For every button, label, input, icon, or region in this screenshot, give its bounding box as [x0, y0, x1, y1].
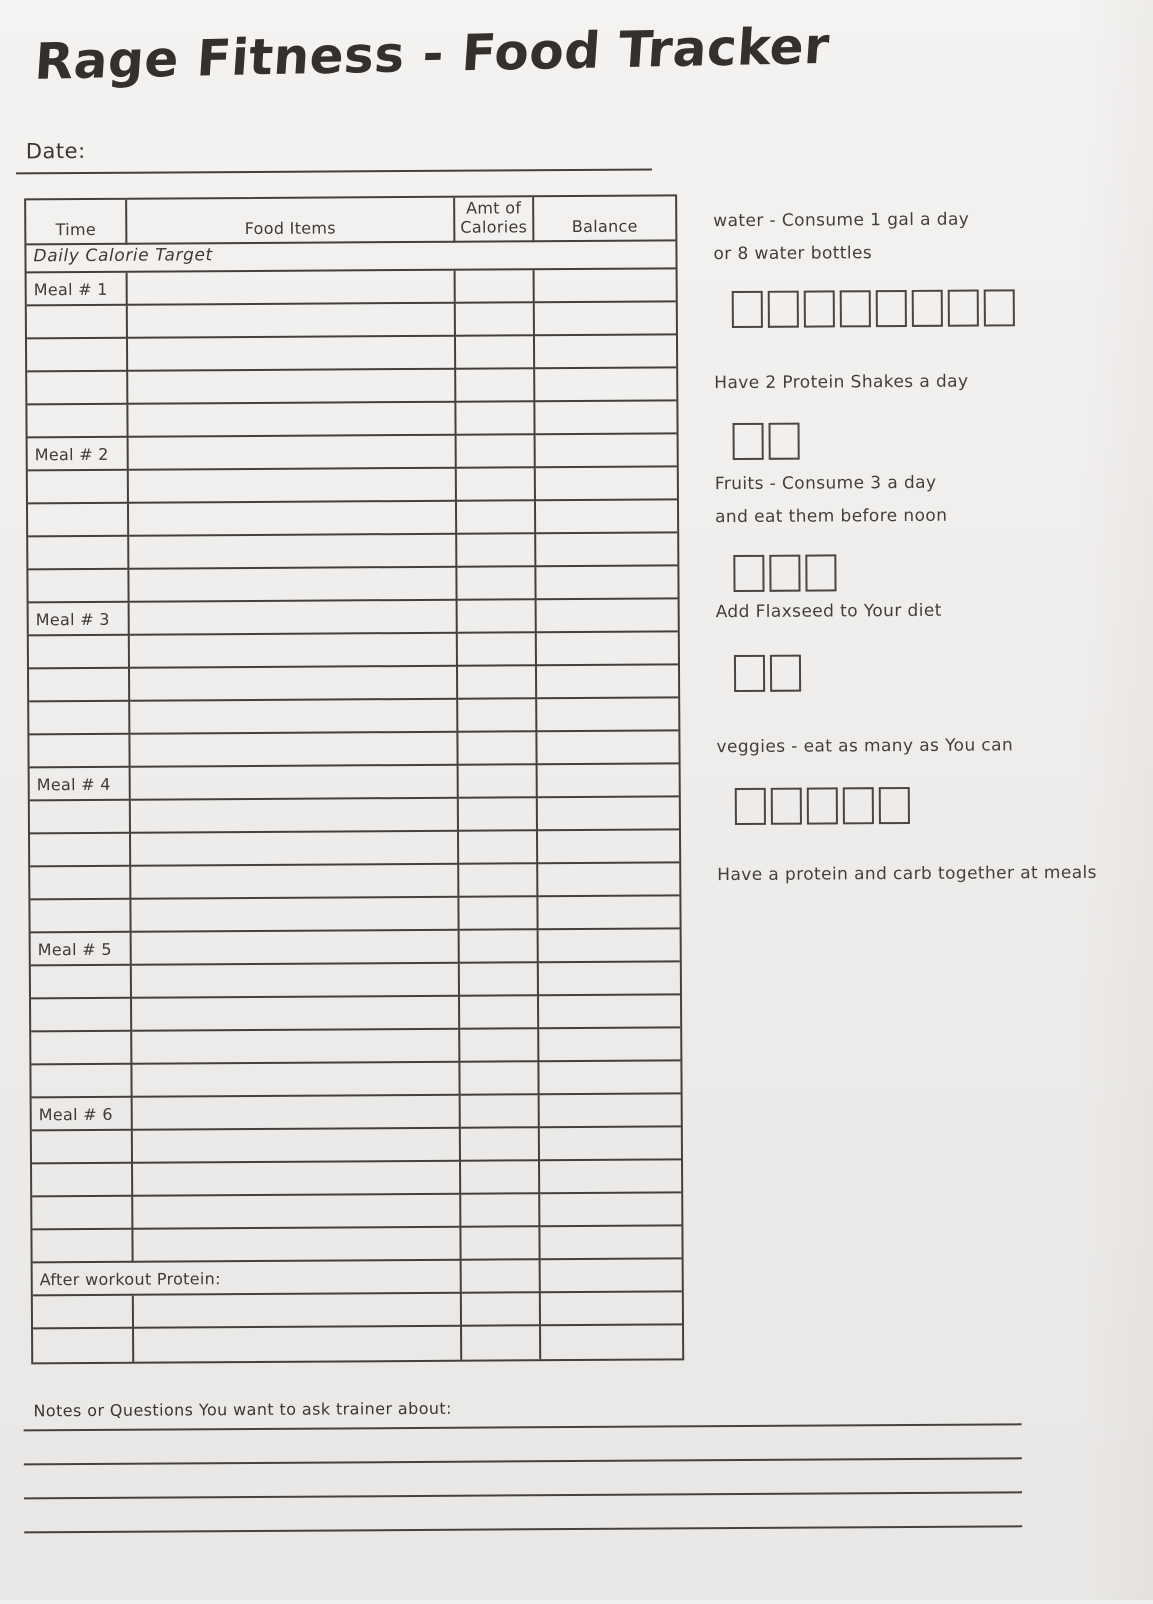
table-cell: [539, 995, 680, 1029]
table-cell: [28, 471, 129, 505]
checkbox[interactable]: [769, 555, 800, 592]
table-cell: [30, 867, 131, 901]
tip-flaxseed-line1: Add Flaxseed to Your diet: [715, 600, 942, 623]
ruled-line: [24, 1457, 1022, 1465]
table-cell: [459, 897, 538, 930]
table-cell: [27, 372, 128, 406]
fruit-checkbox-row: [733, 554, 836, 592]
table-cell: [132, 997, 460, 1032]
table-cell: [28, 537, 129, 571]
table-cell: [32, 1164, 133, 1198]
table-cell: [536, 500, 677, 534]
table-cell: [461, 1227, 540, 1260]
table-cell: [130, 634, 458, 669]
tip-fruits-line1: Fruits - Consume 3 a day: [714, 472, 937, 495]
table-cell: [536, 533, 677, 567]
table-cell: [128, 337, 456, 372]
table-cell: [536, 467, 677, 501]
table-cell: [30, 900, 131, 934]
table-cell: [128, 370, 456, 405]
table-cell: [32, 1131, 133, 1165]
table-cell: [33, 1329, 134, 1363]
table-cell: [538, 830, 679, 864]
tip-protein-shakes: [714, 366, 968, 401]
table-cell: [128, 403, 456, 438]
table-cell: [29, 636, 130, 670]
table-cell: [461, 1194, 540, 1227]
table-cell: [457, 567, 536, 600]
table-cell: [132, 1030, 460, 1065]
table-cell: [27, 339, 128, 373]
meal-label: Meal # 5: [31, 933, 132, 967]
table-cell: [30, 834, 131, 868]
checkbox[interactable]: [876, 290, 907, 327]
table-cell: [134, 1327, 462, 1362]
table-cell: [462, 1260, 541, 1293]
checkbox[interactable]: [732, 291, 763, 328]
checkbox[interactable]: [805, 554, 836, 591]
tip-protein-carb-line1: Have a protein and carb together at meals: [717, 862, 1097, 886]
table-cell: [132, 931, 460, 966]
table-cell: [540, 1094, 681, 1128]
protein-shake-checkbox-row: [733, 423, 800, 460]
checkbox[interactable]: [984, 289, 1015, 326]
table-cell: [129, 436, 457, 471]
tip-fruits-line2: and eat them before noon: [715, 505, 948, 528]
table-cell: [540, 1226, 681, 1260]
table-cell: [132, 964, 460, 999]
table-cell: [460, 996, 539, 1029]
table-cell: [128, 304, 456, 339]
table-cell: [27, 306, 128, 340]
tip-protein-carb: [717, 857, 1097, 892]
checkbox[interactable]: [769, 423, 800, 460]
table-cell: [129, 535, 457, 570]
table-cell: [460, 1062, 539, 1095]
tip-water: [713, 204, 969, 272]
table-cell: [31, 1065, 132, 1099]
table-cell: [134, 1294, 462, 1329]
table-cell: [456, 336, 535, 369]
table-cell: [457, 534, 536, 567]
table-cell: [31, 999, 132, 1033]
water-checkbox-row: [732, 289, 1015, 328]
table-cell: [131, 832, 459, 867]
table-cell: [460, 930, 539, 963]
table-cell: [536, 434, 677, 468]
checkbox[interactable]: [734, 655, 765, 692]
checkbox[interactable]: [843, 787, 874, 824]
table-cell: [130, 700, 458, 735]
table-cell: [456, 270, 535, 303]
table-cell: [30, 801, 131, 835]
checkbox[interactable]: [770, 655, 801, 692]
table-cell: [31, 966, 132, 1000]
table-cell: [133, 1129, 461, 1164]
table-cell: [458, 633, 537, 666]
meal-label: Meal # 6: [32, 1098, 133, 1132]
table-cell: [458, 666, 537, 699]
checkbox[interactable]: [735, 788, 766, 825]
tip-protein-shakes-line1: Have 2 Protein Shakes a day: [714, 371, 969, 394]
table-cell: [28, 570, 129, 604]
table-cell: [33, 1296, 134, 1330]
table-cell: [29, 702, 130, 736]
after-workout-protein-label: After workout Protein:: [33, 1261, 462, 1297]
table-cell: [29, 735, 130, 769]
veggie-checkbox-row: [735, 787, 910, 825]
table-cell: [537, 665, 678, 699]
ruled-line: [24, 1525, 1022, 1533]
table-cell: [538, 797, 679, 831]
table-cell: [539, 1028, 680, 1062]
tip-flaxseed: [716, 595, 942, 629]
checkbox[interactable]: [879, 787, 910, 824]
notes-label: Notes or Questions You want to ask trainer about:: [33, 1398, 452, 1421]
table-cell: [538, 764, 679, 798]
table-cell: [131, 766, 459, 801]
table-cell: [458, 600, 537, 633]
table-cell: [460, 963, 539, 996]
table-cell: [541, 1325, 682, 1359]
checkbox[interactable]: [771, 788, 802, 825]
table-cell: [461, 1161, 540, 1194]
table-cell: [537, 698, 678, 732]
table-cell: [539, 962, 680, 996]
meal-label: Meal # 1: [27, 273, 128, 307]
table-cell: [457, 435, 536, 468]
table-cell: [535, 302, 676, 336]
column-header-food-items: Food Items: [127, 198, 455, 245]
tip-water-line2: or 8 water bottles: [713, 243, 873, 265]
table-cell: [535, 401, 676, 435]
table-cell: [131, 799, 459, 834]
table-cell: [538, 863, 679, 897]
table-cell: [461, 1095, 540, 1128]
checkbox[interactable]: [807, 787, 838, 824]
table-cell: [535, 368, 676, 402]
table-cell: [537, 731, 678, 765]
table-cell: [131, 898, 459, 933]
table-cell: [132, 1063, 460, 1098]
checkbox[interactable]: [768, 291, 799, 328]
table-cell: [456, 402, 535, 435]
table-cell: [131, 865, 459, 900]
checkbox[interactable]: [733, 555, 764, 592]
checkbox[interactable]: [912, 290, 943, 327]
table-cell: [27, 405, 128, 439]
table-cell: [31, 1032, 132, 1066]
table-cell: [535, 269, 676, 303]
meal-label: Meal # 2: [28, 438, 129, 472]
table-cell: [130, 601, 458, 636]
ruled-line: [24, 1491, 1022, 1499]
table-cell: [130, 667, 458, 702]
date-label: Date:: [25, 138, 86, 164]
checkbox[interactable]: [948, 290, 979, 327]
table-cell: [129, 502, 457, 537]
table-cell: [456, 303, 535, 336]
table-cell: [541, 1259, 682, 1293]
table-cell: [537, 599, 678, 633]
table-cell: [457, 468, 536, 501]
table-cell: [540, 1127, 681, 1161]
checkbox[interactable]: [804, 290, 835, 327]
table-cell: [129, 469, 457, 504]
table-cell: [133, 1228, 461, 1263]
table-cell: [133, 1162, 461, 1197]
table-cell: [29, 669, 130, 703]
table-cell: [461, 1128, 540, 1161]
tip-veggies: [716, 729, 1013, 764]
table-cell: [462, 1326, 541, 1359]
date-fill-line: [16, 169, 652, 175]
notes-ruled-lines: [24, 1423, 1023, 1565]
table-cell: [540, 1160, 681, 1194]
table-cell: [540, 1193, 681, 1227]
table-cell: [539, 1061, 680, 1095]
table-cell: [462, 1293, 541, 1326]
table-cell: [457, 501, 536, 534]
tip-veggies-line1: veggies - eat as many as You can: [716, 735, 1014, 758]
meal-label: Meal # 3: [29, 603, 130, 637]
table-cell: [130, 733, 458, 768]
checkbox[interactable]: [733, 423, 764, 460]
table-cell: [459, 831, 538, 864]
table-cell: [32, 1197, 133, 1231]
table-cell: [133, 1096, 461, 1131]
table-cell: [459, 765, 538, 798]
daily-calorie-target-row: Daily Calorie Target: [26, 241, 675, 273]
food-table: [24, 194, 684, 1364]
table-cell: [538, 896, 679, 930]
table-cell: [128, 271, 456, 306]
column-header-balance: Balance: [534, 196, 675, 242]
column-header-time: Time: [26, 200, 127, 246]
table-cell: [129, 568, 457, 603]
table-cell: [133, 1195, 461, 1230]
table-cell: [458, 732, 537, 765]
table-cell: [458, 699, 537, 732]
table-cell: [32, 1230, 133, 1264]
table-cell: [539, 929, 680, 963]
checkbox[interactable]: [840, 290, 871, 327]
table-cell: [537, 632, 678, 666]
meal-label: Meal # 4: [30, 768, 131, 802]
table-cell: [456, 369, 535, 402]
table-cell: [459, 798, 538, 831]
tip-fruits: [715, 467, 948, 534]
tip-water-line1: water - Consume 1 gal a day: [713, 209, 970, 232]
table-cell: [28, 504, 129, 538]
table-cell: [541, 1292, 682, 1326]
table-cell: [535, 335, 676, 369]
ruled-line: [24, 1423, 1022, 1431]
column-header-amt-of-calories: Amt of Calories: [455, 197, 534, 242]
table-cell: [460, 1029, 539, 1062]
flaxseed-checkbox-row: [734, 655, 801, 692]
table-cell: [536, 566, 677, 600]
table-cell: [459, 864, 538, 897]
page-title: Rage Fitness - Food Tracker: [32, 16, 832, 91]
